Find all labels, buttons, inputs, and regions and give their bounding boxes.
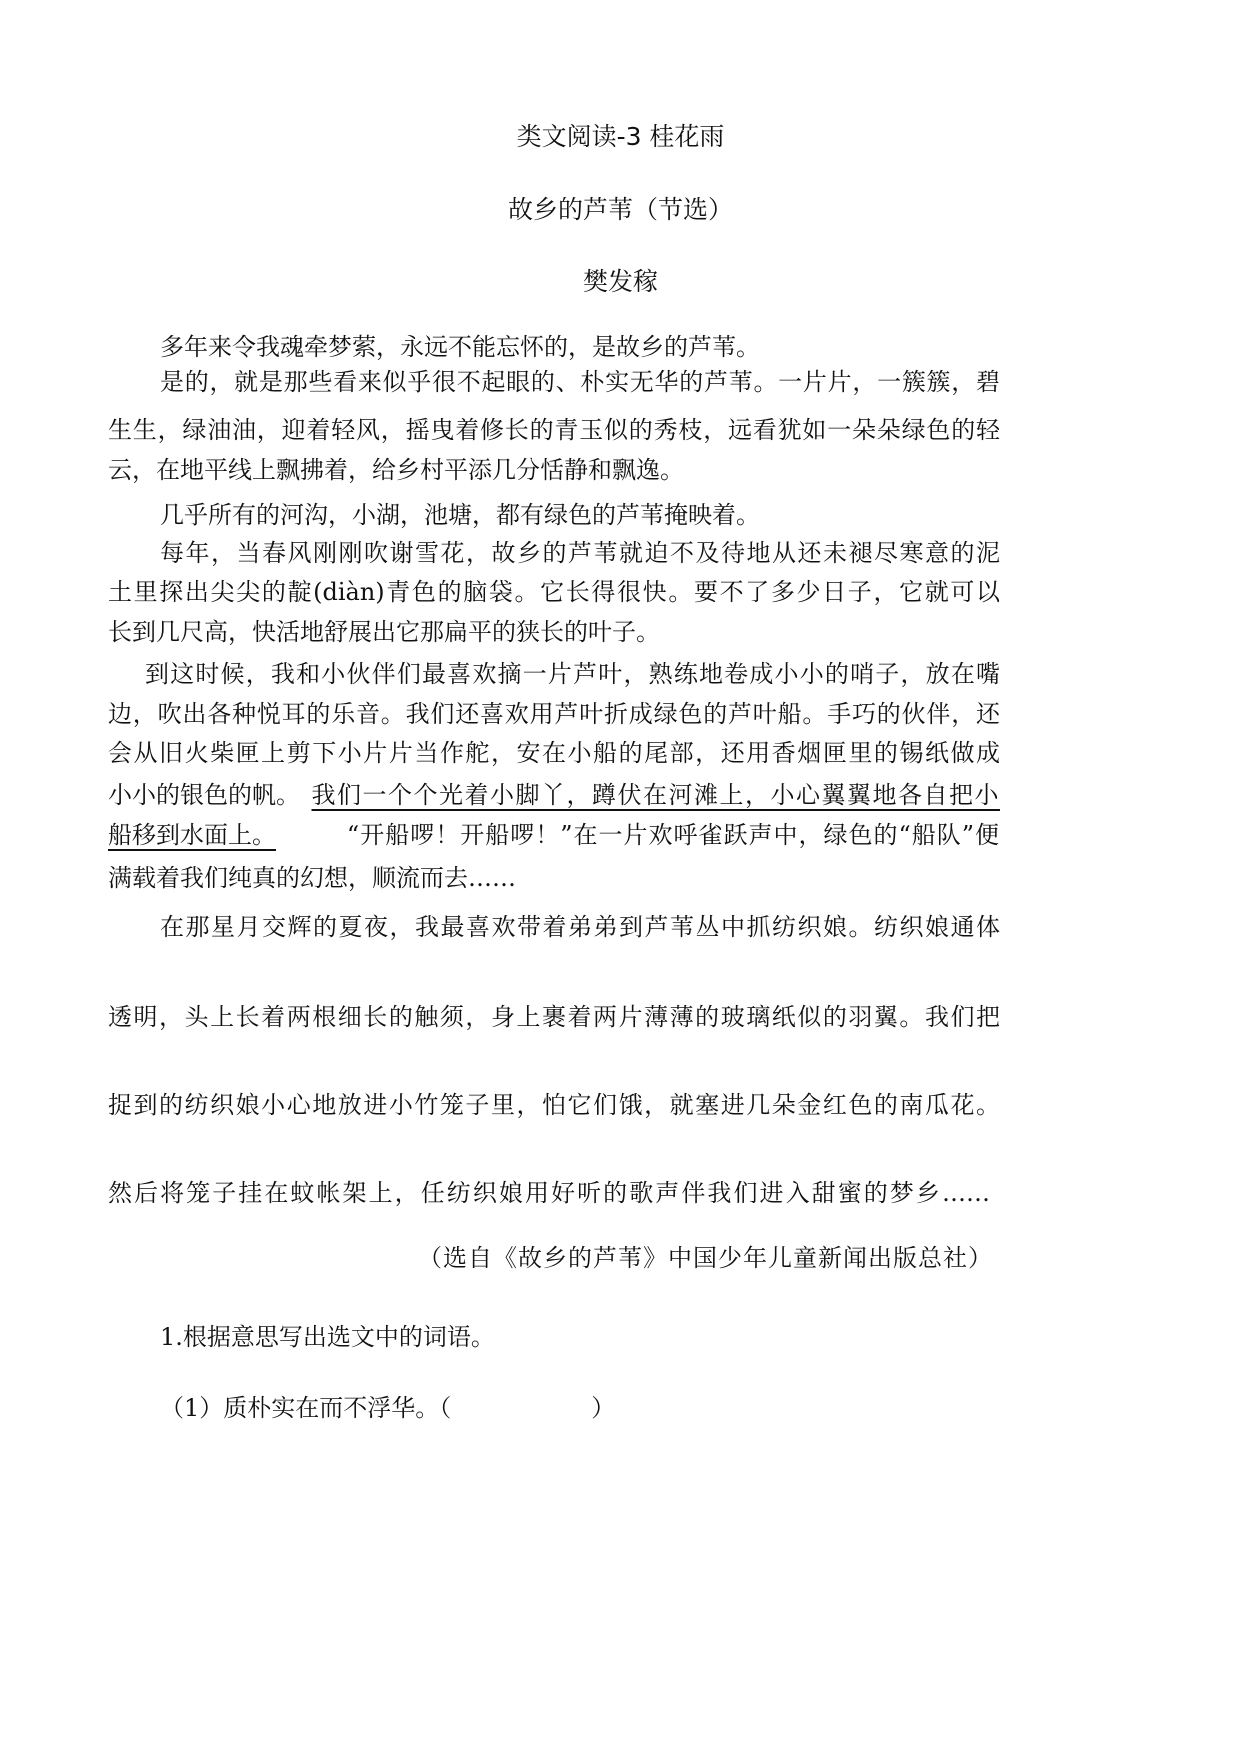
text-line: 边，吹出各种悦耳的乐音。我们还喜欢用芦叶折成绿色的芦叶船。手巧的伙伴，还 [108, 700, 1000, 728]
underlined-sentence: 船移到水面上。 [108, 821, 276, 849]
text-line: 透明，头上长着两根细长的触须，身上裹着两片薄薄的玻璃纸似的羽翼。我们把 [108, 1003, 1000, 1031]
text-line: 生生，绿油油，迎着轻风，摇曳着修长的青玉似的秀枝，远看犹如一朵朵绿色的轻 [108, 416, 1000, 444]
text-line [108, 820, 1000, 850]
author: 樊发稼 [582, 267, 658, 296]
text-segment: “开船啰！开船啰！”在一片欢呼雀跃声中，绿色的“船队”便 [346, 821, 1000, 849]
text-line: 云，在地平线上飘拂着，给乡村平添几分恬静和飘逸。 [108, 456, 684, 484]
text-line: 是的，就是那些看来似乎很不起眼的、朴实无华的芦苇。一片片，一簇簇，碧 [160, 368, 1000, 396]
question-1: 1.根据意思写出选文中的词语。 [160, 1323, 495, 1351]
text-line: 几乎所有的河沟，小湖，池塘，都有绿色的芦苇掩映着。 [160, 501, 760, 529]
page-title: 类文阅读-3 桂花雨 [516, 122, 725, 151]
text-segment: 小小的银色的帆。 [108, 781, 300, 809]
text-line: 长到几尺高，快活地舒展出它那扁平的狭长的叶子。 [108, 618, 660, 646]
text-line: 满载着我们纯真的幻想，顺流而去…… [108, 864, 516, 892]
close-paren: ） [591, 1394, 616, 1422]
text-line: 到这时候，我和小伙伴们最喜欢摘一片芦叶，熟练地卷成小小的哨子，放在嘴 [145, 660, 1000, 688]
source-citation: （选自《故乡的芦苇》中国少年儿童新闻出版总社） [418, 1244, 993, 1272]
article-title: 故乡的芦苇（节选） [507, 195, 733, 224]
text-line: 土里探出尖尖的靛(diàn)青色的脑袋。它长得很快。要不了多少日子，它就可以 [108, 578, 1000, 606]
question-1-1 [160, 1393, 615, 1423]
text-line: 多年来令我魂牵梦萦，永远不能忘怀的，是故乡的芦苇。 [160, 333, 760, 361]
question-text: （1）质朴实在而不浮华。（ [160, 1394, 452, 1422]
underlined-sentence: 我们一个个光着小脚丫，蹲伏在河滩上，小心翼翼地各自把小 [311, 781, 1000, 809]
text-line: 每年，当春风刚刚吹谢雪花，故乡的芦苇就迫不及待地从还未褪尽寒意的泥 [160, 539, 1000, 567]
text-line: 在那星月交辉的夏夜，我最喜欢带着弟弟到芦苇丛中抓纺织娘。纺织娘通体 [160, 913, 1000, 941]
text-line [108, 780, 1000, 810]
text-line: 会从旧火柴匣上剪下小片片当作舵，安在小船的尾部，还用香烟匣里的锡纸做成 [108, 739, 1000, 767]
text-line: 捉到的纺织娘小心地放进小竹笼子里，怕它们饿，就塞进几朵金红色的南瓜花。 [108, 1091, 1000, 1119]
text-line: 然后将笼子挂在蚊帐架上，任纺织娘用好听的歌声伴我们进入甜蜜的梦乡…… [108, 1179, 990, 1207]
